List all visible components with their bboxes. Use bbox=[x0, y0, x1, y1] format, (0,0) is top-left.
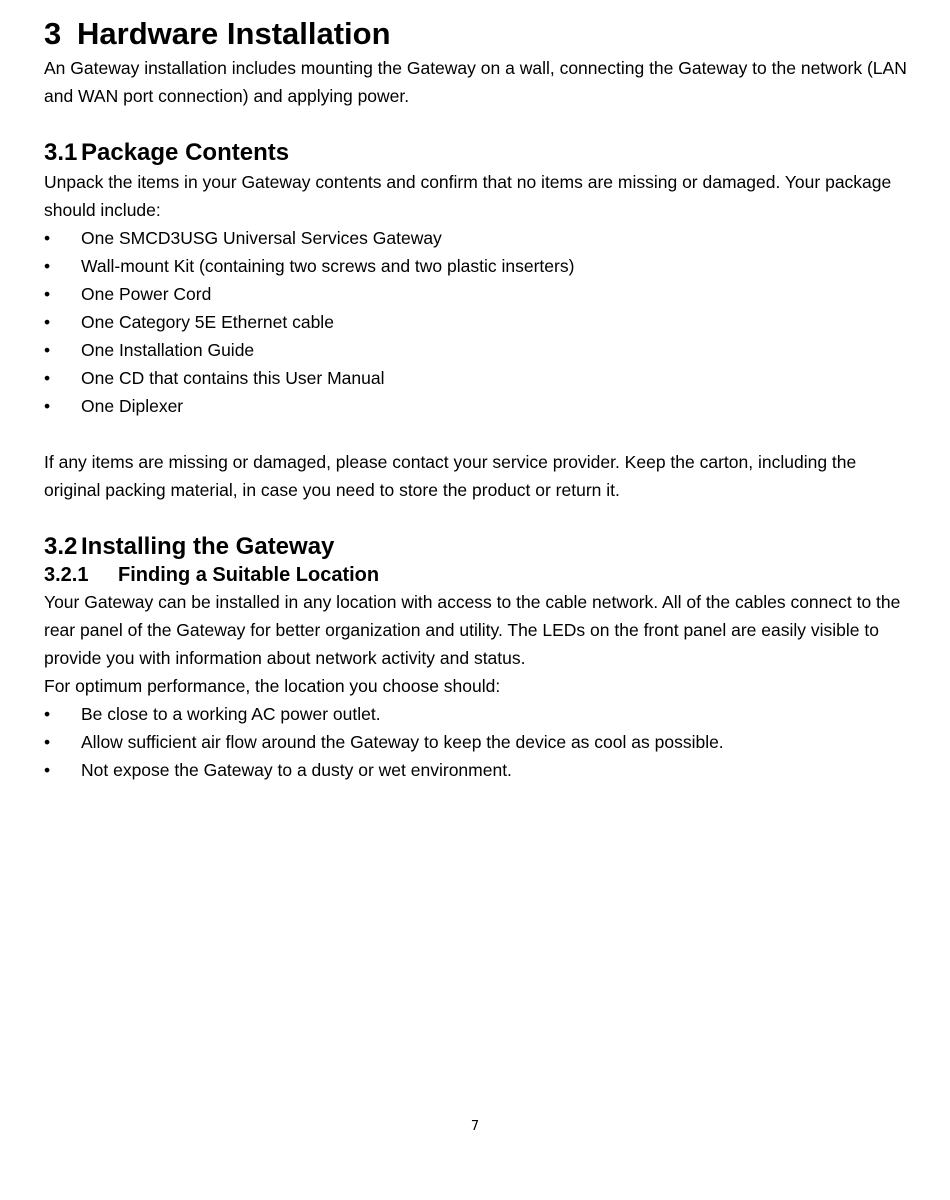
section-3-2-1-title: Finding a Suitable Location bbox=[118, 564, 380, 586]
section-3-2-number: 3.2 bbox=[44, 533, 78, 560]
section-3-intro: An Gateway installation includes mounting the Gateway on a wall, connecting the Gateway to the network (LAN and WAN port connection) and applying power. bbox=[44, 58, 907, 106]
bullet-icon: • bbox=[44, 704, 51, 724]
spacer bbox=[44, 420, 914, 448]
list-item bbox=[44, 252, 914, 280]
list-item-text: One Category 5E Ethernet cable bbox=[81, 312, 334, 332]
list-item-text: Wall-mount Kit (containing two screws and two plastic inserters) bbox=[81, 256, 575, 276]
section-3-heading bbox=[44, 14, 914, 54]
list-item bbox=[44, 336, 914, 364]
section-3-1-intro: Unpack the items in your Gateway contents and confirm that no items are missing or damaged. Your package should include: bbox=[44, 172, 892, 220]
spacer bbox=[44, 504, 914, 532]
list-item bbox=[44, 728, 914, 756]
list-item bbox=[44, 280, 914, 308]
bullet-icon: • bbox=[44, 396, 51, 416]
section-3-2-title: Installing the Gateway bbox=[81, 533, 335, 560]
bullet-icon: • bbox=[44, 368, 51, 388]
list-item bbox=[44, 308, 914, 336]
list-item-text: One SMCD3USG Universal Services Gateway bbox=[81, 228, 442, 248]
section-3-1-number: 3.1 bbox=[44, 139, 78, 166]
section-3-1-title: Package Contents bbox=[81, 139, 290, 166]
bullet-icon: • bbox=[44, 228, 51, 248]
bullet-icon: • bbox=[44, 760, 51, 780]
section-3-2-1-heading bbox=[44, 562, 914, 588]
spacer bbox=[44, 110, 914, 138]
list-item-text: One CD that contains this User Manual bbox=[81, 368, 385, 388]
section-3-1-closing: If any items are missing or damaged, please contact your service provider. Keep the carton, including the original packing material, in case you need to store the product or return it. bbox=[44, 452, 857, 500]
list-item-text: Allow sufficient air flow around the Gateway to keep the device as cool as possible. bbox=[81, 732, 724, 752]
section-3-title: Hardware Installation bbox=[77, 16, 391, 51]
page-number: 7 bbox=[470, 1119, 480, 1134]
list-item bbox=[44, 756, 914, 784]
bullet-icon: • bbox=[44, 732, 51, 752]
bullet-icon: • bbox=[44, 340, 51, 360]
list-item-text: Be close to a working AC power outlet. bbox=[81, 704, 381, 724]
package-contents-list bbox=[44, 224, 914, 420]
list-item-text: One Power Cord bbox=[81, 284, 212, 304]
section-3-2-1-number: 3.2.1 bbox=[44, 564, 89, 586]
list-item bbox=[44, 364, 914, 392]
list-item-text: One Diplexer bbox=[81, 396, 184, 416]
section-3-2-1-lead-in: For optimum performance, the location you choose should: bbox=[44, 676, 501, 696]
list-item bbox=[44, 392, 914, 420]
bullet-icon: • bbox=[44, 312, 51, 332]
bullet-icon: • bbox=[44, 256, 51, 276]
section-3-2-1-para: Your Gateway can be installed in any location with access to the cable network. All of the cables connect to the rear panel of the Gateway for better organization and utility. The LEDs on the front panel are easily visible to provide you with information about network activity and status. bbox=[44, 592, 901, 668]
section-3-2-heading bbox=[44, 532, 914, 562]
document-page bbox=[44, 14, 914, 784]
section-3-1-heading bbox=[44, 138, 914, 168]
list-item bbox=[44, 700, 914, 728]
location-requirements-list bbox=[44, 700, 914, 784]
section-3-number: 3 bbox=[44, 16, 62, 51]
list-item-text: Not expose the Gateway to a dusty or wet environment. bbox=[81, 760, 512, 780]
bullet-icon: • bbox=[44, 284, 51, 304]
list-item bbox=[44, 224, 914, 252]
list-item-text: One Installation Guide bbox=[81, 340, 255, 360]
